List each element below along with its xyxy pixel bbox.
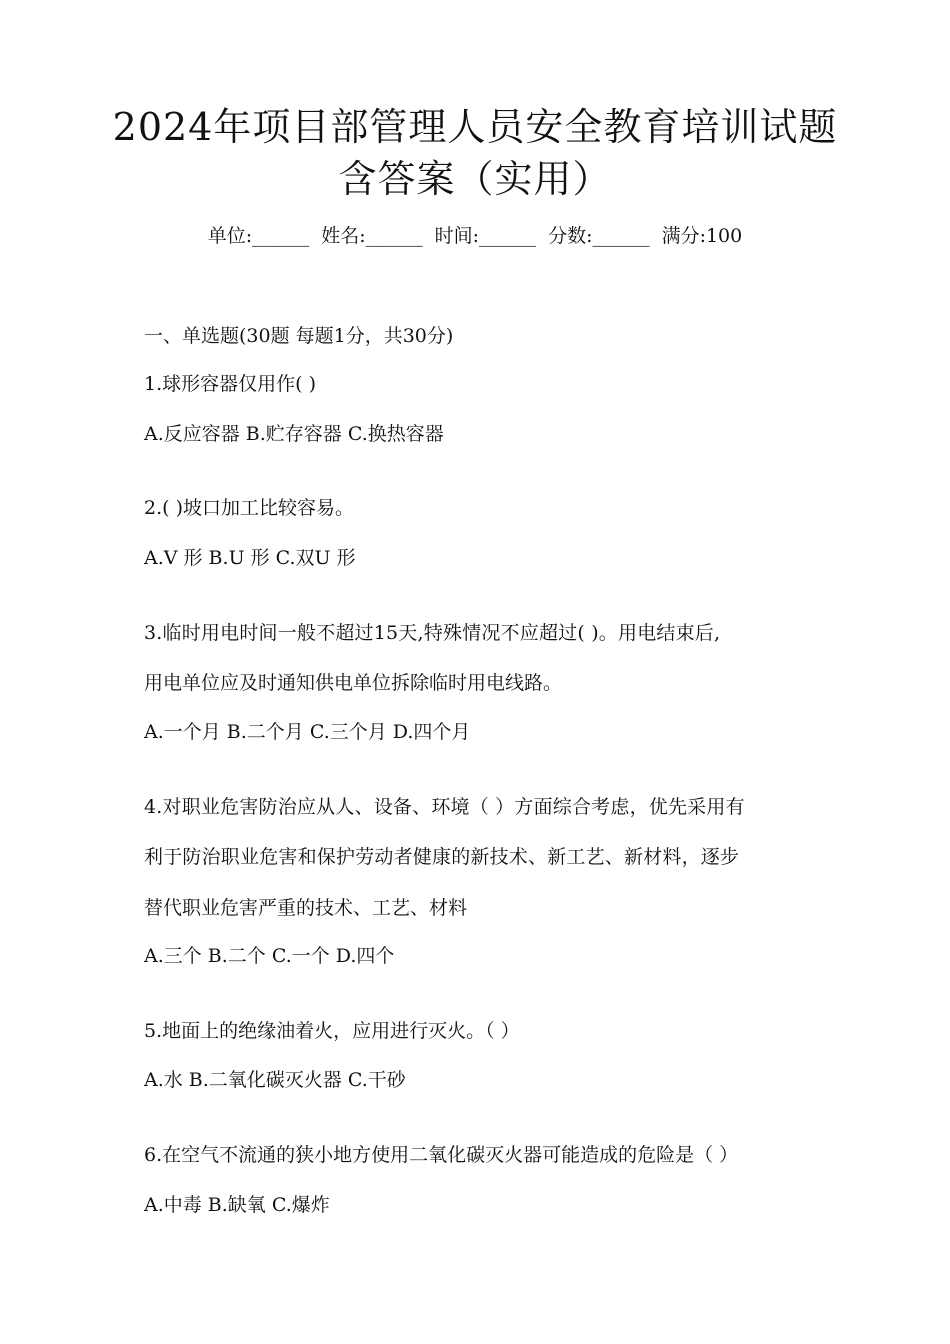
- exam-info-row: [0, 222, 950, 250]
- question-6-stem: 6.在空气不流通的狭小地方使用二氧化碳灭火器可能造成的危险是（ ）: [144, 1144, 739, 1166]
- score-field: 分数:______: [548, 225, 650, 247]
- question-3-stem-line1: 3.临时用电时间一般不超过15天,特殊情况不应超过( )。用电结束后,: [144, 622, 721, 644]
- question-4-stem-line3: 替代职业危害严重的技术、工艺、材料: [144, 897, 468, 919]
- question-5-options: A.水 B.二氧化碳灭火器 C.干砂: [144, 1069, 406, 1091]
- name-field: 姓名:______: [321, 225, 423, 247]
- time-field: 时间:______: [434, 225, 537, 247]
- question-4-stem-line2: 利于防治职业危害和保护劳动者健康的新技术、新工艺、新材料，逐步: [144, 846, 740, 868]
- question-5-stem: 5.地面上的绝缘油着火，应用进行灭火。（ ）: [144, 1020, 520, 1042]
- question-4-options: A.三个 B.二个 C.一个 D.四个: [144, 945, 395, 967]
- section-heading: 一、单选题(30题 每题1分，共30分): [144, 325, 454, 347]
- question-3-stem-line2: 用电单位应及时通知供电单位拆除临时用电线路。: [144, 672, 563, 694]
- document-title-line2: 含答案（实用）: [338, 157, 612, 201]
- question-1-options: A.反应容器 B.贮存容器 C.换热容器: [144, 423, 444, 445]
- question-1-stem: 1.球形容器仅用作( ): [144, 373, 316, 395]
- question-6-options: A.中毒 B.缺氧 C.爆炸: [144, 1194, 330, 1216]
- question-2-stem: 2.( )坡口加工比较容易。: [144, 497, 354, 519]
- question-2-options: A.V 形 B.U 形 C.双U 形: [144, 547, 356, 569]
- unit-field: 单位:______: [207, 225, 310, 247]
- question-4-stem-line1: 4.对职业危害防治应从人、设备、环境（ ）方面综合考虑，优先采用有: [144, 796, 745, 818]
- full-score: 满分:100: [661, 225, 743, 247]
- question-3-options: A.一个月 B.二个月 C.三个月 D.四个月: [144, 721, 471, 743]
- document-title-line1: 2024年项目部管理人员安全教育培训试题: [112, 105, 838, 149]
